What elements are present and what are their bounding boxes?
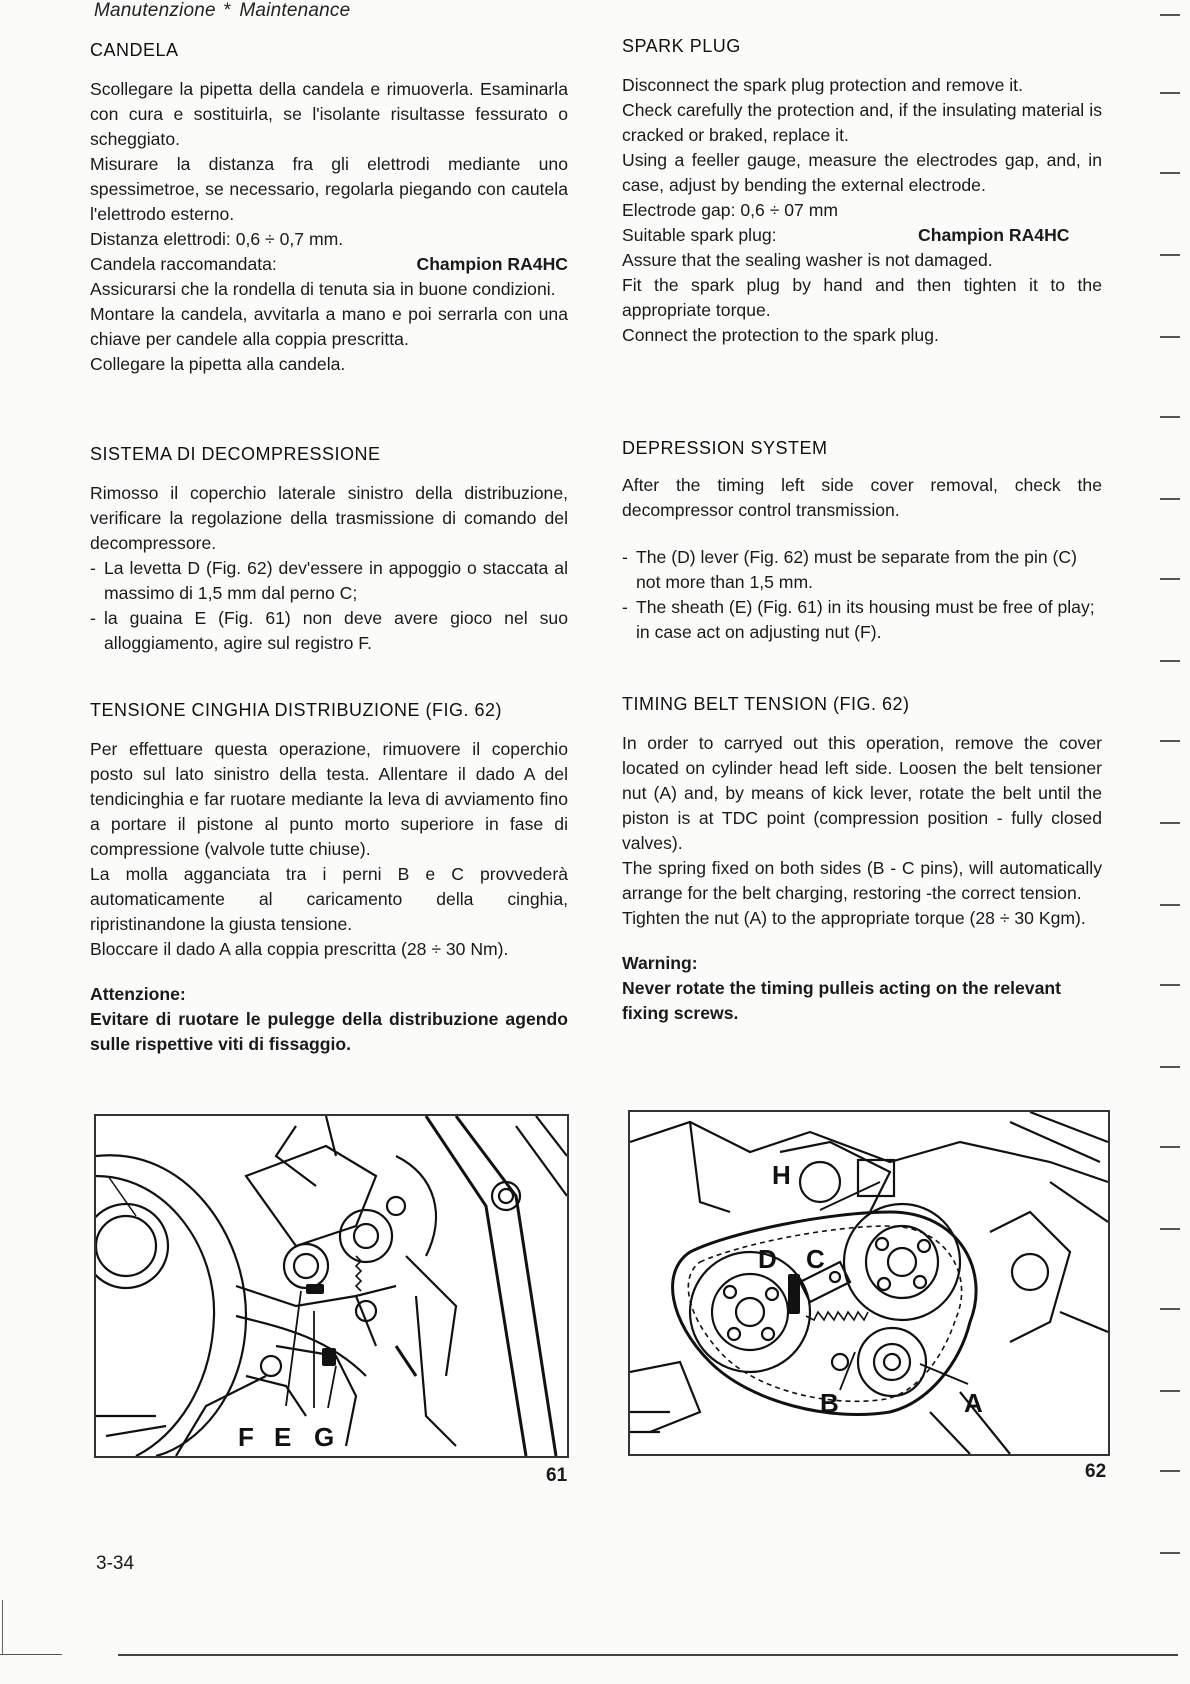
margin-mark <box>1160 254 1180 256</box>
paragraph: Bloccare il dado A alla coppia prescritta (28 ÷ 30 Nm). <box>90 939 509 959</box>
section-title: TIMING BELT TENSION (FIG. 62) <box>622 694 910 714</box>
bottom-rule <box>118 1654 1178 1656</box>
callout-E: E <box>274 1422 292 1452</box>
margin-mark <box>1160 498 1180 500</box>
callout-C: C <box>806 1244 825 1274</box>
list-item: - The sheath (E) (Fig. 61) in its housing must be free of play; in case act on adjusting nut (F). <box>622 595 1102 645</box>
margin-mark <box>1160 578 1180 580</box>
paragraph: Rimosso il coperchio laterale sinistro della distribuzione, verificare la regolazione della trasmissione di comando del decompressore. <box>90 483 568 553</box>
list-item: - The (D) lever (Fig. 62) must be separate from the pin (C) not more than 1,5 mm. <box>622 545 1102 595</box>
header-italian: Manutenzione <box>94 0 216 21</box>
belt-tension-section-it <box>90 698 568 1057</box>
paragraph: Assure that the sealing washer is not damaged. <box>622 250 993 270</box>
section-title: TENSIONE CINGHIA DISTRIBUZIONE (FIG. 62) <box>90 700 503 720</box>
paragraph: Assicurarsi che la rondella di tenuta sia in buone condizioni. <box>90 279 556 299</box>
figure-number: 62 <box>1085 1461 1107 1482</box>
binder-line <box>2 1600 3 1654</box>
page-header <box>94 0 350 22</box>
plug-label: Candela raccomandata: <box>90 254 277 274</box>
callout-F: F <box>238 1422 254 1452</box>
page-number: 3-34 <box>96 1553 135 1574</box>
callout-D: D <box>758 1244 777 1274</box>
paragraph: Distanza elettrodi: 0,6 ÷ 0,7 mm. <box>90 229 344 249</box>
figure-61-illustration <box>96 1116 567 1456</box>
margin-mark <box>1160 336 1180 338</box>
margin-mark <box>1160 92 1180 94</box>
margin-mark <box>1160 1066 1180 1068</box>
callout-H: H <box>772 1160 791 1190</box>
figure-number: 61 <box>546 1465 568 1486</box>
section-title: CANDELA <box>90 40 179 60</box>
paragraph: Collegare la pipetta alla candela. <box>90 354 346 374</box>
callout-G: G <box>314 1422 335 1452</box>
figure-62-illustration <box>630 1112 1108 1454</box>
section-title: SISTEMA DI DECOMPRESSIONE <box>90 444 381 464</box>
paragraph: The spring fixed on both sides (B - C pins), will automatically arrange for the belt charging, restoring -the correct tension. <box>622 858 1102 903</box>
plug-value: Champion RA4HC <box>416 254 568 274</box>
margin-mark <box>1160 1146 1180 1148</box>
spark-plug-section-en <box>622 34 1102 348</box>
margin-mark <box>1160 740 1180 742</box>
paragraph: Per effettuare questa operazione, rimuovere il coperchio posto sul lato sinistro della testa. Allentare il dado A del tendicinghia e far ruotare mediante la leva di avviamento fino a portare il pistone al punto morto superiore in fase di compressione (valvole tutte chiuse). <box>90 739 568 859</box>
callout-A: A <box>964 1388 983 1418</box>
margin-mark <box>1160 660 1180 662</box>
paragraph: Misurare la distanza fra gli elettrodi mediante uno spessimetroe, se necessario, regolarla piegando con cautela l'elettrodo esterno. <box>90 154 568 224</box>
belt-tension-section-en <box>622 692 1102 1026</box>
section-title: SPARK PLUG <box>622 36 741 56</box>
decompression-section-it <box>90 442 568 656</box>
margin-mark <box>1160 1228 1180 1230</box>
callout-B: B <box>820 1388 839 1418</box>
paragraph: Tighten the nut (A) to the appropriate torque (28 ÷ 30 Kgm). <box>622 908 1086 928</box>
paragraph: Electrode gap: 0,6 ÷ 07 mm <box>622 200 839 220</box>
paragraph: After the timing left side cover removal, check the decompressor control transmission. <box>622 475 1102 520</box>
margin-mark <box>1160 984 1180 986</box>
header-separator: * <box>223 0 232 21</box>
margin-mark <box>1160 1470 1180 1472</box>
figure-62-timing-belt <box>628 1110 1110 1456</box>
margin-mark <box>1160 822 1180 824</box>
suitable-plug-row <box>622 223 1102 248</box>
margin-mark <box>1160 1390 1180 1392</box>
paragraph: Disconnect the spark plug protection and remove it. <box>622 75 1023 95</box>
margin-mark <box>1160 172 1180 174</box>
figure-61-engine-left-side <box>94 1114 569 1458</box>
warning-title: Attenzione: <box>90 984 186 1004</box>
paragraph: Scollegare la pipetta della candela e rimuoverla. Esaminarla con cura e sostituirla, se l'isolante risultasse fessurato o scheggiato. <box>90 79 568 149</box>
check-list <box>622 545 1102 645</box>
warning-text: Evitare di ruotare le pulegge della distribuzione agendo sulle rispettive viti di fissaggio. <box>90 1009 568 1054</box>
spark-plug-section-it <box>90 38 568 377</box>
margin-mark <box>1160 1552 1180 1554</box>
recommended-plug-row <box>90 252 568 277</box>
bottom-rule <box>0 1654 62 1655</box>
list-item: - la guaina E (Fig. 61) non deve avere gioco nel suo alloggiamento, agire sul registro F. <box>90 606 568 656</box>
paragraph: Using a feeller gauge, measure the electrodes gap, and, in case, adjust by bending the external electrode. <box>622 150 1102 195</box>
warning-title: Warning: <box>622 953 698 973</box>
section-title: DEPRESSION SYSTEM <box>622 438 828 458</box>
paragraph: Connect the protection to the spark plug. <box>622 325 939 345</box>
decompression-section-en <box>622 436 1102 645</box>
paragraph: Fit the spark plug by hand and then tighten it to the appropriate torque. <box>622 275 1102 320</box>
header-english: Maintenance <box>239 0 351 21</box>
warning-text: Never rotate the timing pulleis acting on the relevant fixing screws. <box>622 978 1061 1023</box>
margin-mark <box>1160 416 1180 418</box>
paragraph: La molla agganciata tra i perni B e C provvederà automaticamente al caricamento della cinghia, ripristinandone la giusta tensione. <box>90 864 568 934</box>
paragraph: Check carefully the protection and, if the insulating material is cracked or braked, replace it. <box>622 100 1102 145</box>
paragraph: In order to carryed out this operation, remove the cover located on cylinder head left side. Loosen the belt tensioner nut (A) and, by means of kick lever, rotate the belt until the piston is at TDC point (compression position - fully closed valves). <box>622 733 1102 853</box>
plug-label: Suitable spark plug: <box>622 225 777 245</box>
plug-value: Champion RA4HC <box>918 225 1070 245</box>
margin-mark <box>1160 14 1180 16</box>
check-list <box>90 556 568 656</box>
margin-mark <box>1160 1308 1180 1310</box>
list-item: - La levetta D (Fig. 62) dev'essere in appoggio o staccata al massimo di 1,5 mm dal perno C; <box>90 556 568 606</box>
paragraph: Montare la candela, avvitarla a mano e poi serrarla con una chiave per candele alla coppia prescritta. <box>90 304 568 349</box>
margin-mark <box>1160 904 1180 906</box>
